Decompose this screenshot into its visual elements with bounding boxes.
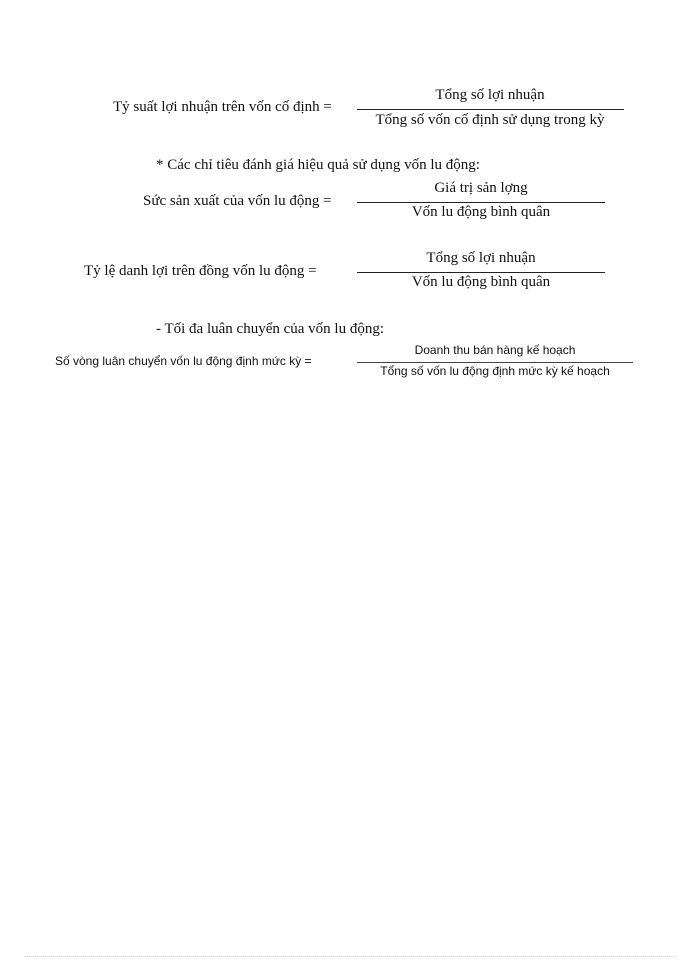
formula1-lhs: Tỷ suất lợi nhuận trên vốn cố định = xyxy=(113,99,332,115)
formula2-lhs: Sức sản xuất của vốn lu động = xyxy=(143,193,332,209)
formula4-numerator: Doanh thu bán hàng kế hoạch xyxy=(414,343,576,357)
formula2-fraction-bar xyxy=(357,202,605,203)
formula3-numerator: Tổng số lợi nhuận xyxy=(426,250,536,266)
formula3-lhs: Tỷ lệ danh lợi trên đồng vốn lu động = xyxy=(84,263,317,279)
formula1-numerator: Tổng số lợi nhuận xyxy=(435,87,545,103)
section1-heading: * Các chỉ tiêu đánh giá hiệu quả sử dụng vốn lu động: xyxy=(156,157,480,173)
formula4-fraction-bar xyxy=(357,362,633,363)
formula2-denominator: Vốn lu động bình quân xyxy=(411,204,551,220)
formula1-fraction-bar xyxy=(357,109,624,110)
formula4-lhs: Số vòng luân chuyển vốn lu động định mức kỳ = xyxy=(55,354,312,368)
page-bottom-border xyxy=(24,956,676,957)
formula1-denominator: Tổng số vốn cố định sử dụng trong kỳ xyxy=(375,112,605,128)
formula3-denominator: Vốn lu động bình quân xyxy=(411,274,551,290)
section2-heading: - Tối đa luân chuyển của vốn lu động: xyxy=(156,321,385,337)
formula2-numerator: Giá trị sản lợng xyxy=(434,180,528,196)
formula4-denominator: Tổng số vốn lu động định mức kỳ kế hoạch xyxy=(380,364,610,378)
formula3-fraction-bar xyxy=(357,272,605,273)
